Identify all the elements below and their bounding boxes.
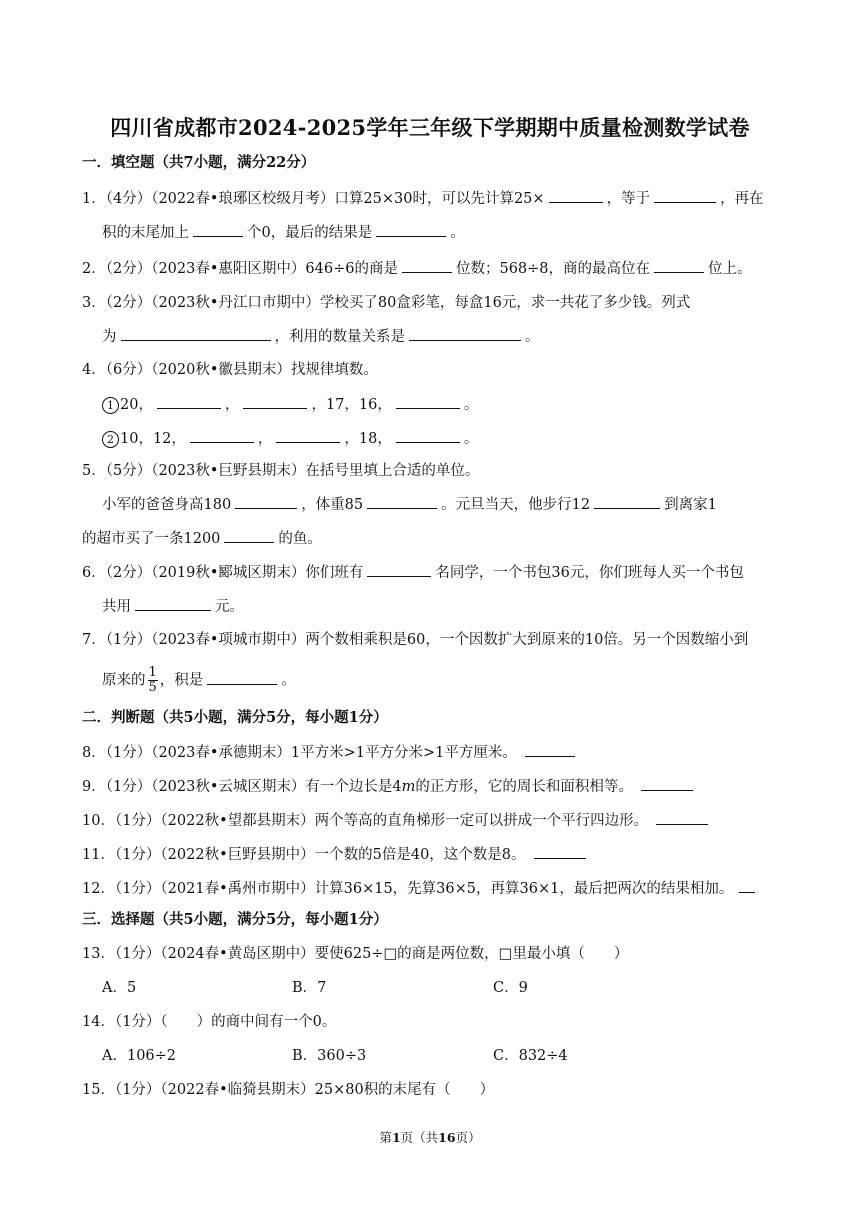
answer-blank[interactable] [641,776,693,791]
question-8: 8．（1分）（2023春•承德期末）1平方米>1平方分米>1平方厘米。 [82,742,579,763]
question-2: 2．（2分）（2023春•惠阳区期中）646÷6的商是 位数；568÷8，商的最高位在 位上。 [82,258,752,279]
circled-number: 2 [102,431,119,448]
answer-blank[interactable] [367,562,431,577]
answer-blank[interactable] [121,326,271,341]
question-4-row2: 2 10，12， ， ，18， 。 [102,428,478,449]
page-footer: 第1页（共16页） [379,1130,481,1145]
answer-blank[interactable] [656,810,708,825]
question-13: 13．（1分）（2024春•黄岛区期中）要使625÷□的商是两位数，□里最小填（ ） [82,946,629,962]
question-15: 15．（1分）（2022春•临猗县期末）25×80积的末尾有（ ） [82,1082,495,1098]
answer-blank[interactable] [654,188,716,203]
circled-number: 1 [102,397,119,414]
answer-blank[interactable] [739,878,755,893]
answer-blank[interactable] [594,494,660,509]
option-a[interactable]: A．106÷2 [102,1048,177,1064]
question-6-line2: 共用 元。 [102,596,244,617]
answer-blank[interactable] [207,670,277,685]
question-1-line1: 1．（4分）（2022春•琅琊区校级月考）口算25×30时，可以先计算25× ，等于 ，再在 [82,188,764,209]
question-9: 9．（1分）（2023秋•云城区期末）有一个边长是4m的正方形，它的周长和面积相等。 [82,776,697,797]
section-header-choice: 三．选择题（共5小题，满分5分，每小题1分） [82,911,388,928]
question-7-line1: 7．（1分）（2023春•项城市期中）两个数相乘积是60，一个因数扩大到原来的10倍。另一个因数缩小到 [82,632,749,648]
answer-blank[interactable] [276,428,340,443]
answer-blank[interactable] [367,494,437,509]
answer-blank[interactable] [193,222,243,237]
answer-blank[interactable] [157,394,221,409]
option-b[interactable]: B．7 [292,980,327,996]
answer-blank[interactable] [409,326,521,341]
fraction-one-fifth: $\frac{1}{5}$ [148,665,157,695]
question-3-line1: 3．（2分）（2023秋•丹江口市期中）学校买了80盒彩笔，每盒16元，求一共花了多少钱。列式 [82,295,691,311]
answer-blank[interactable] [135,596,211,611]
answer-blank[interactable] [534,844,586,859]
question-3-line2: 为 ，利用的数量关系是 。 [102,326,540,347]
answer-blank[interactable] [525,742,575,757]
question-11: 11．（1分）（2022秋•巨野县期中）一个数的5倍是40，这个数是8。 [82,844,590,865]
question-12: 12．（1分）（2021春•禹州市期中）计算36×15，先算36×5，再算36×1，最后把两次的结果相加。 [82,878,759,899]
question-10: 10．（1分）（2022秋•望都县期末）两个等高的直角梯形一定可以拼成一个平行四边形。 [82,810,712,831]
question-5: 5．（5分）（2023秋•巨野县期末）在括号里填上合适的单位。 [82,463,480,479]
question-5-line2: 小军的爸爸身高180 ，体重85 。元旦当天，他步行12 到离家1 [102,494,717,515]
answer-blank[interactable] [654,258,704,273]
answer-blank[interactable] [402,258,452,273]
question-4: 4．（6分）（2020秋•徽县期末）找规律填数。 [82,362,378,378]
answer-blank[interactable] [396,428,460,443]
option-c[interactable]: C．9 [493,980,528,996]
section-header-fill-blank: 一．填空题（共7小题，满分22分） [82,154,316,171]
answer-blank[interactable] [549,188,603,203]
answer-blank[interactable] [235,494,297,509]
question-4-row1: 1 20， ， ，17，16， 。 [102,394,478,415]
question-5-line3: 的超市买了一条1200 的鱼。 [82,528,322,549]
page-number: 1 [391,1130,401,1145]
option-b[interactable]: B．360÷3 [292,1048,367,1064]
page-title: 四川省成都市2024-2025学年三年级下学期期中质量检测数学试卷 [110,115,750,140]
answer-blank[interactable] [224,528,274,543]
answer-blank[interactable] [376,222,446,237]
option-a[interactable]: A．5 [102,980,137,996]
page-total: 16 [438,1130,456,1145]
answer-blank[interactable] [243,394,307,409]
question-1-line2: 积的末尾加上 个0，最后的结果是 。 [102,222,465,243]
question-7-line2: 原来的 $\frac{1}{5}$ ，积是 。 [102,665,296,695]
section-header-judgment: 二．判断题（共5小题，满分5分，每小题1分） [82,709,388,726]
question-14: 14．（1分）（ ）的商中间有一个0。 [82,1014,337,1030]
question-6-line1: 6．（2分）（2019秋•郾城区期末）你们班有 名同学，一个书包36元，你们班每人买一个书包 [82,562,744,583]
answer-blank[interactable] [396,394,460,409]
answer-blank[interactable] [190,428,254,443]
option-c[interactable]: C．832÷4 [493,1048,568,1064]
